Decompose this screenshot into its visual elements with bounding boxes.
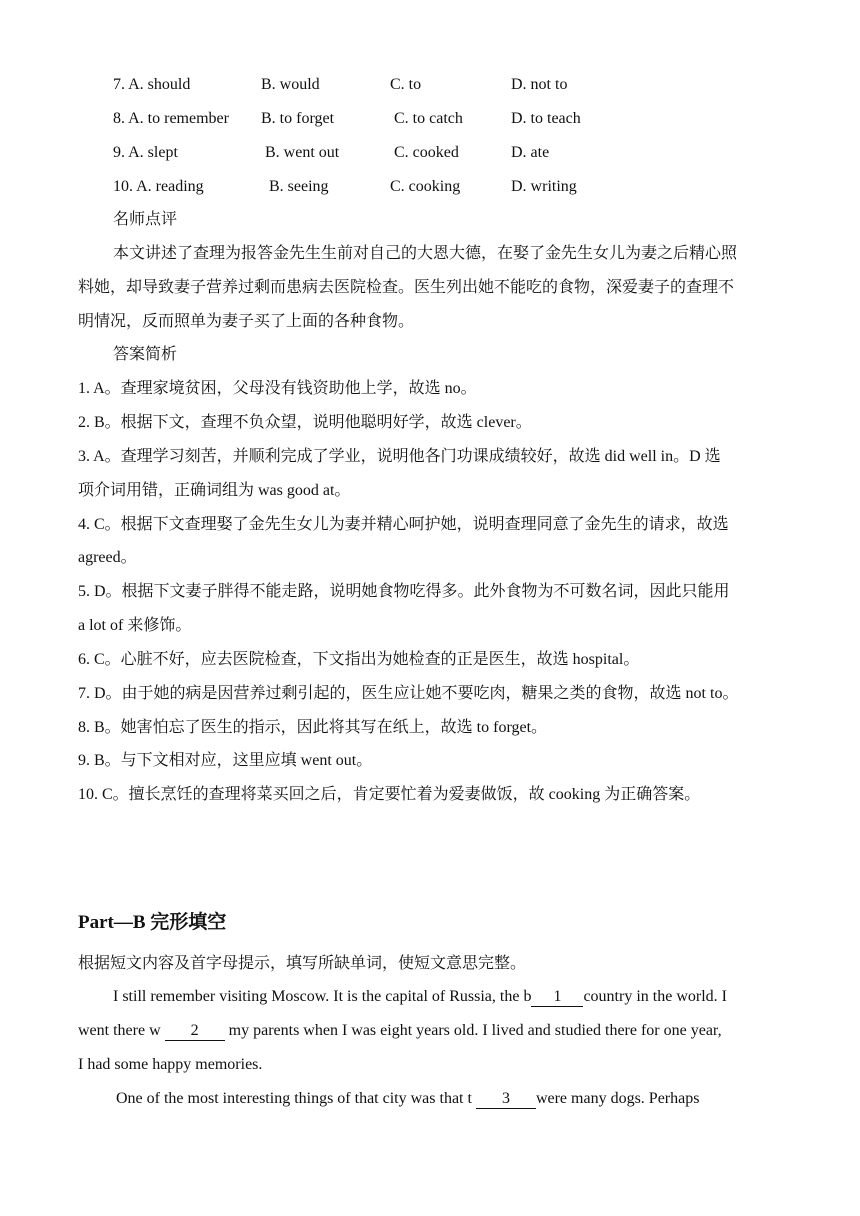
option-d: D. to teach bbox=[511, 110, 581, 127]
option-a: 10. A. reading bbox=[113, 178, 204, 195]
comment-line: 料她，却导致妻子营养过剩而患病去医院检查。医生列出她不能吃的食物，深爱妻子的查理不 bbox=[78, 279, 735, 296]
option-d: D. writing bbox=[511, 178, 577, 195]
analysis-line: 8. B。她害怕忘了医生的指示，因此将其写在纸上，故选 to forget。 bbox=[78, 719, 548, 736]
analysis-line: 4. C。根据下文查理娶了金先生女儿为妻并精心呵护她，说明查理同意了金先生的请求，故选 bbox=[78, 516, 729, 533]
option-b: B. would bbox=[261, 76, 320, 93]
instruction: 根据短文内容及首字母提示，填写所缺单词，使短文意思完整。 bbox=[78, 955, 527, 972]
comment-line: 明情况，反而照单为妻子买了上面的各种食物。 bbox=[78, 313, 415, 330]
analysis-line: 3. A。查理学习刻苦，并顺利完成了学业，说明他各门功课成绩较好，故选 did well in。D 选 bbox=[78, 448, 721, 465]
option-a: 9. A. slept bbox=[113, 144, 178, 161]
passage-line-1: I still remember visiting Moscow. It is the capital of Russia, the b 1 country in the world. I bbox=[113, 988, 727, 1005]
comment-title: 名师点评 bbox=[113, 211, 178, 228]
option-c: C. to bbox=[390, 76, 422, 93]
analysis-line: 10. C。擅长烹饪的查理将菜买回之后，肯定要忙着为爱妻做饭，故 cooking 为正确答案。 bbox=[78, 786, 701, 803]
heading-en: Part—B bbox=[78, 912, 146, 933]
option-row-10 bbox=[0, 177, 860, 197]
blank-1: 1 bbox=[531, 988, 583, 1007]
analysis-line: 5. D。根据下文妻子胖得不能走路，说明她食物吃得多。此外食物为不可数名词，因此只能用 bbox=[78, 583, 730, 600]
option-c: C. cooked bbox=[394, 144, 459, 161]
passage-line-2: went there w 2 my parents when I was eight years old. I lived and studied there for one year, bbox=[78, 1022, 722, 1039]
analysis-line: 1. A。查理家境贫困，父母没有钱资助他上学，故选 no。 bbox=[78, 380, 477, 397]
analysis-line: 项介词用错，正确词组为 was good at。 bbox=[78, 482, 351, 499]
analysis-line: agreed。 bbox=[78, 549, 137, 566]
option-d: D. not to bbox=[511, 76, 568, 93]
option-c: C. cooking bbox=[390, 178, 461, 195]
option-b: B. seeing bbox=[269, 178, 329, 195]
option-c: C. to catch bbox=[394, 110, 463, 127]
passage-line-3: I had some happy memories. bbox=[78, 1056, 263, 1073]
option-d: D. ate bbox=[511, 144, 550, 161]
blank-3: 3 bbox=[476, 1090, 536, 1109]
option-b: B. to forget bbox=[261, 110, 335, 127]
analysis-title: 答案简析 bbox=[113, 346, 178, 363]
option-b: B. went out bbox=[265, 144, 340, 161]
passage-line-4: One of the most interesting things of that city was that t 3 were many dogs. Perhaps bbox=[116, 1090, 700, 1107]
option-a: 8. A. to remember bbox=[113, 110, 229, 127]
option-row-7 bbox=[0, 75, 860, 95]
blank-2: 2 bbox=[165, 1022, 225, 1041]
option-row-8 bbox=[0, 109, 860, 129]
option-row-9 bbox=[0, 143, 860, 163]
option-a: 7. A. should bbox=[113, 76, 191, 93]
analysis-line: 6. C。心脏不好，应去医院检查，下文指出为她检查的正是医生，故选 hospital。 bbox=[78, 651, 640, 668]
analysis-line: 2. B。根据下文，查理不负众望，说明他聪明好学，故选 clever。 bbox=[78, 414, 532, 431]
heading-cn: 完形填空 bbox=[145, 912, 227, 933]
analysis-line: 9. B。与下文相对应，这里应填 went out。 bbox=[78, 752, 373, 769]
analysis-line: 7. D。由于她的病是因营养过剩引起的，医生应让她不要吃肉，糖果之类的食物，故选 not to。 bbox=[78, 685, 739, 702]
section-heading bbox=[78, 911, 226, 935]
comment-line: 本文讲述了查理为报答金先生生前对自己的大恩大德，在娶了金先生女儿为妻之后精心照 bbox=[113, 245, 738, 262]
analysis-line: a lot of 来修饰。 bbox=[78, 617, 192, 634]
